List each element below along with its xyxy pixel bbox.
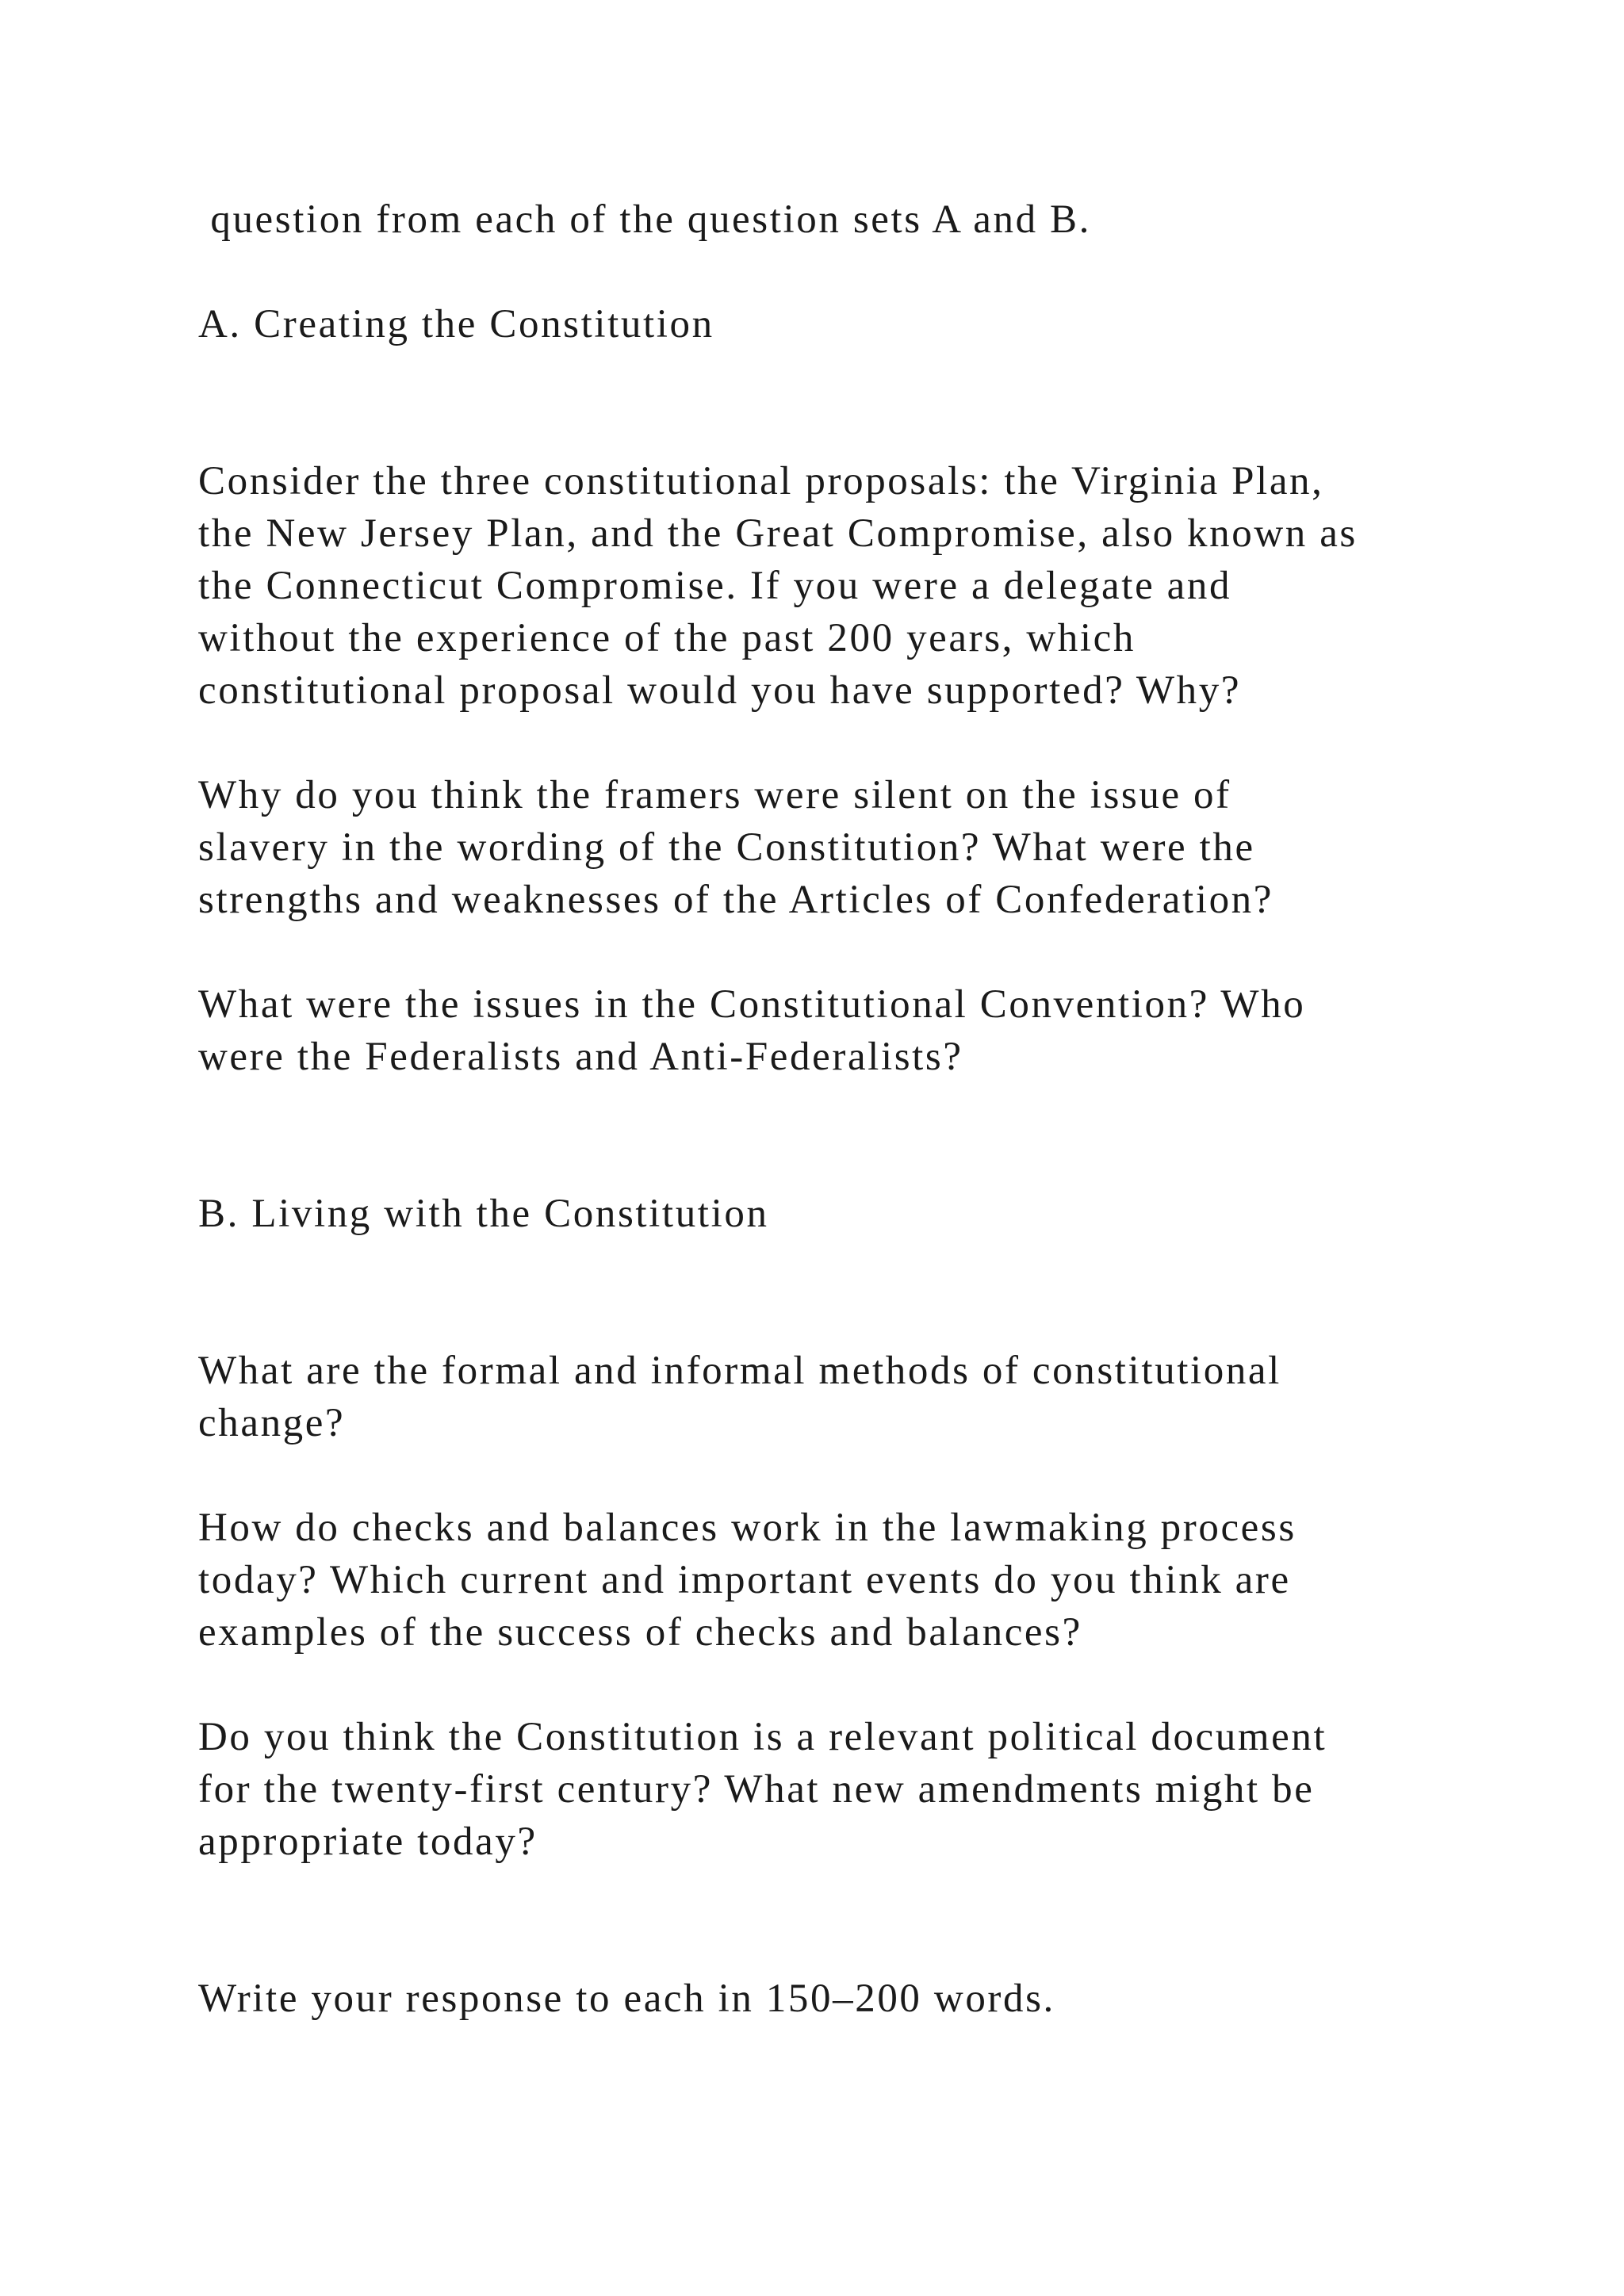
intro-text: question from each of the question sets A and B.: [198, 197, 1091, 242]
paragraph-line: slavery in the wording of the Constitution? What were the: [198, 825, 1255, 870]
paragraph-line: for the twenty-first century? What new amendments might be: [198, 1767, 1315, 1812]
paragraph-line: Do you think the Constitution is a relevant political document: [198, 1715, 1327, 1759]
paragraph-line: the New Jersey Plan, and the Great Compromise, also known as: [198, 511, 1358, 556]
paragraph-line: appropriate today?: [198, 1820, 538, 1864]
paragraph-line: change?: [198, 1401, 346, 1445]
paragraph-line: Consider the three constitutional proposals: the Virginia Plan,: [198, 459, 1324, 503]
section-b-heading: B. Living with the Constitution: [198, 1192, 769, 1236]
paragraph-line: were the Federalists and Anti-Federalists?: [198, 1035, 963, 1079]
section-a-heading: A. Creating the Constitution: [198, 302, 714, 346]
paragraph-line: Why do you think the framers were silent on the issue of: [198, 773, 1231, 817]
paragraph-line: What are the formal and informal methods of constitutional: [198, 1349, 1281, 1393]
closing-instruction: Write your response to each in 150–200 words.: [198, 1976, 1055, 2021]
paragraph-line: examples of the success of checks and balances?: [198, 1610, 1082, 1655]
paragraph-line: the Connecticut Compromise. If you were a delegate and: [198, 564, 1232, 608]
paragraph-line: strengths and weaknesses of the Articles of Confederation?: [198, 878, 1274, 922]
paragraph-line: What were the issues in the Constitutional Convention? Who: [198, 982, 1306, 1027]
paragraph-line: constitutional proposal would you have supported? Why?: [198, 668, 1242, 713]
paragraph-line: How do checks and balances work in the lawmaking process: [198, 1506, 1297, 1550]
paragraph-line: today? Which current and important events do you think are: [198, 1558, 1291, 1602]
paragraph-line: without the experience of the past 200 years, which: [198, 616, 1136, 660]
